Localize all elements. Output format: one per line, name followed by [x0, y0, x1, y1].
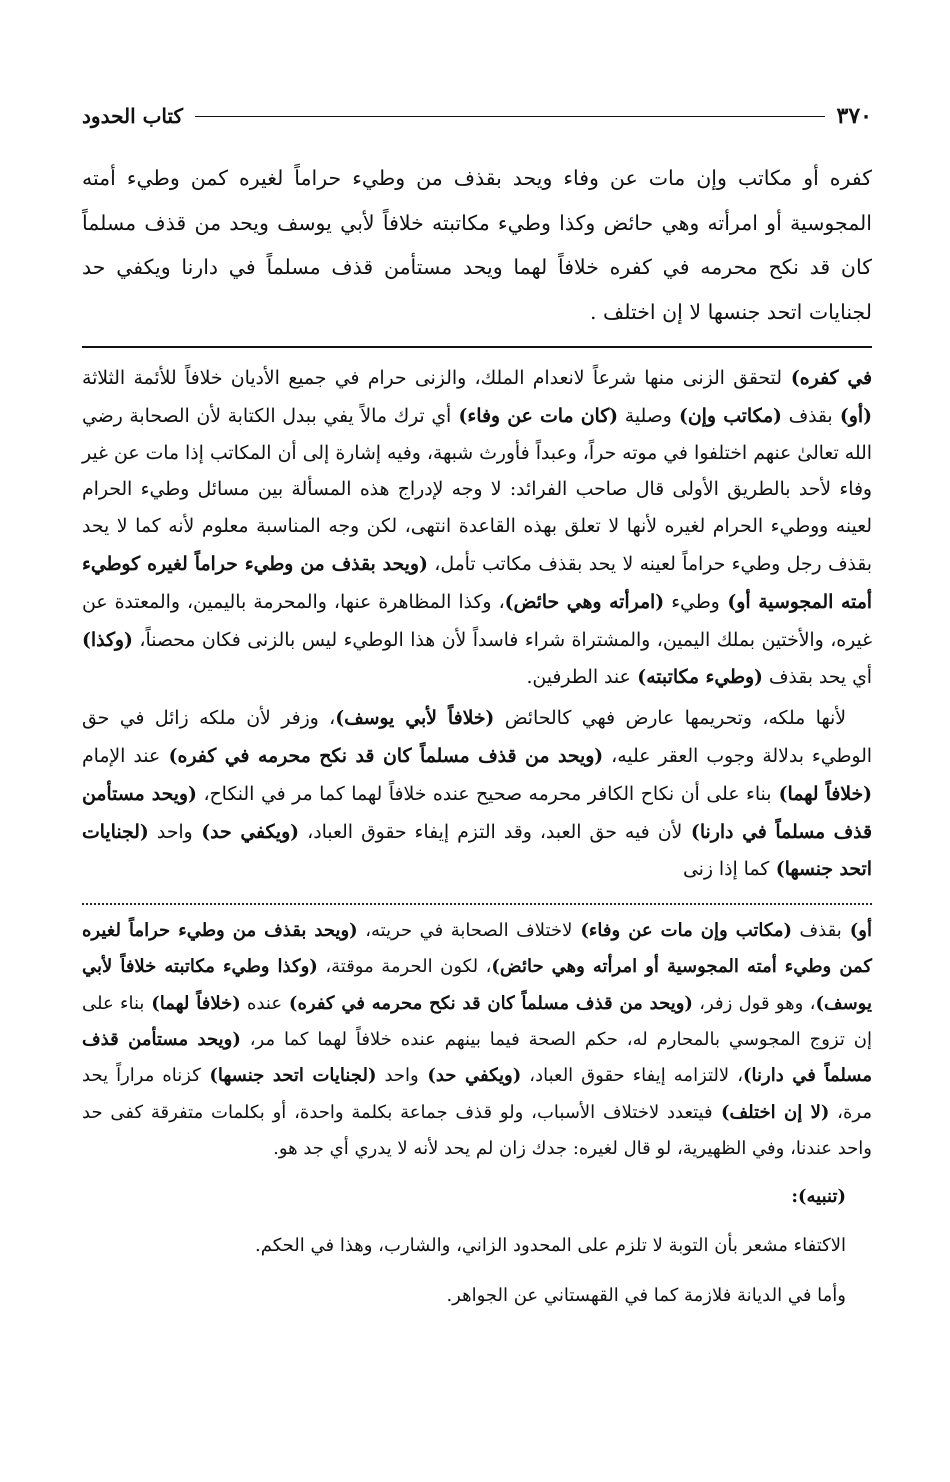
- bold-quote-run: (كان مات عن وفاء): [451, 404, 619, 427]
- bold-quote-run: (لا إن اختلف): [712, 1101, 830, 1123]
- text-run: لأنها ملكه، وتحريمها عارض فهي كالحائض: [494, 708, 846, 730]
- bold-quote-run: (ويحد مستأمن قذف مسلماً في دارنا): [82, 782, 872, 843]
- text-run: بقذف: [792, 920, 842, 942]
- main-text: [82, 156, 872, 334]
- book-page: [82, 96, 872, 1316]
- text-run: لأن فيه حق العبد، وقد التزم إيفاء حقوق العباد،: [299, 821, 683, 843]
- bold-quote-run: (خلافاً لهما): [144, 992, 241, 1014]
- commentary-paragraph-1: [82, 360, 872, 697]
- text-run: كما إذا زنى: [682, 859, 770, 881]
- bold-quote-run: (امرأته وهي حائض): [504, 590, 665, 613]
- text-run: وطيء: [664, 591, 720, 613]
- text-run: فيتعدد لاختلاف الأسباب، ولو قذف جماعة بكلمة واحدة، أو بكلمات متفرقة كفى حد واحد عندنا، وفي الظهيرية، لو قال لغيره: جدك زان لم يحد لأنه لا يدري أي جد هو.: [82, 1101, 872, 1159]
- commentary: [82, 360, 872, 889]
- text-run: أي يحد بقذف: [762, 667, 872, 689]
- text-run: بقذف: [781, 405, 833, 427]
- bold-quote-run: (أو): [832, 404, 872, 427]
- text-run: ، وزفر لأن ملكه زائل في حق الوطيء بدلالة وجوب العقر عليه،: [82, 708, 873, 767]
- text-run: ، وكذا المظاهرة عنها، والمحرمة باليمين، والمعتدة عن غيره، والأختين بملك اليمين، والمشتراة شراء فاسداً لأن هذا الوطيء ليس بالزنى فكان محصناً،: [82, 591, 872, 651]
- page-number: ٣٧٠: [836, 103, 872, 129]
- notice-line-1: الاكتفاء مشعر بأن التوبة لا تلزم على المحدود الزاني، والشارب، وهذا في الحكم.: [255, 1234, 846, 1256]
- page-header: [82, 96, 872, 136]
- main-text-separator: [82, 346, 872, 348]
- commentary-paragraph-2: [82, 700, 872, 889]
- text-run: أي ترك مالاً يفي ببدل الكتابة لأن الصحابة رضي الله تعالىٰ عنهم اختلفوا في موته حراً، وعبداً فأورث شبهة، وفيه إشارة إلى أن المكاتب إذا مات عن غير وفاء لأحد بالطريق الأولى قال صاحب الفرائد: لا وجه لإدراج هذه المسألة بين مسائل وطيء الحرام لعينه ووطيء الحرام لغيره لأنها لا تعلق بهذه القاعدة انتهى، لكن وجه المناسبة معلوم لأنه كما لا يحد بقذف رجل وطيء حراماً لعينه لا يحد بقذف مكاتب تأمل،: [82, 405, 873, 575]
- bold-quote-run: (خلافاً لهما): [771, 782, 873, 805]
- bold-quote-run: (وكذا): [82, 628, 133, 651]
- text-run: واحد: [376, 1065, 419, 1087]
- bold-quote-run: (لجنايات اتحد جنسها): [200, 1065, 377, 1087]
- bold-quote-run: (ويكفي حد): [192, 820, 300, 843]
- footnote-commentary: [82, 913, 872, 1315]
- bold-quote-run: (ويحد بقذف من وطيء حراماً لغيره كمن وطيء أمته المجوسية أو امرأته وهي حائض): [82, 920, 872, 978]
- text-run: عند الإمام: [82, 745, 161, 767]
- text-run: ، لالتزامه إيفاء حقوق العباد،: [521, 1065, 744, 1087]
- text-run: عنده: [240, 992, 283, 1014]
- bold-quote-run: (مكاتب وإن): [671, 404, 782, 427]
- text-run: ، لكون الحرمة موقتة،: [317, 956, 492, 978]
- text-run: واحد: [148, 821, 193, 843]
- text-run: لاختلاف الصحابة في حريته،: [357, 920, 573, 942]
- bold-quote-run: (وكذا وطيء مكاتبته خلافاً لأبي يوسف): [82, 956, 872, 1014]
- bold-quote-run: (ويحد من قذف مسلماً كان قد نكح محرمه في كفره): [282, 992, 693, 1014]
- bold-quote-run: (خلافاً لأبي يوسف): [335, 707, 495, 730]
- main-text-paragraph: كفره أو مكاتب وإن مات عن وفاء ويحد بقذف من وطيء حراماً لغيره كمن وطيء أمته المجوسية أو امرأته وهي حائض وكذا وطيء مكاتبته خلافاً لأبي يوسف ويحد من قذف مسلماً كان قد نكح محرمه في كفره خلافاً لهما ويحد مستأمن قذف مسلماً في دارنا ويكفي حد لجنايات اتحد جنسها لا إن اختلف .: [82, 166, 872, 324]
- bold-quote-run: (وطيء مكاتبته): [630, 666, 763, 689]
- book-title: كتاب الحدود: [82, 104, 184, 128]
- footnote-paragraph-1: [82, 913, 872, 1167]
- bold-quote-run: (مكاتب وإن مات عن وفاء): [572, 920, 793, 942]
- notice-heading: (تنبيه):: [791, 1186, 846, 1208]
- text-run: عند الطرفين.: [526, 667, 631, 689]
- bold-quote-run: (لجنايات اتحد جنسها): [82, 820, 872, 881]
- header-rule: [195, 116, 824, 117]
- bold-quote-run: (ويحد مستأمن قذف مسلماً في دارنا): [82, 1029, 873, 1087]
- text-run: بناء على إن تزوج المجوسي بالمحارم له، حكم الصحة فيما بينهم عنده خلافاً لهما كما مر،: [82, 992, 872, 1051]
- text-run: ، وهو قول زفر،: [692, 992, 816, 1014]
- footnote-separator: [82, 903, 872, 905]
- bold-quote-run: (ويكفي حد): [418, 1065, 522, 1087]
- bold-quote-run: أو): [841, 920, 872, 942]
- text-run: لتحقق الزنى منها شرعاً لانعدام الملك، والزنى حرام في جميع الأديان خلافاً للأئمة الثلاثة: [82, 368, 782, 389]
- notice-line-2: وأما في الديانة فلازمة كما في القهستاني عن الجواهر.: [446, 1284, 846, 1306]
- bold-quote-run: (ويحد بقذف من وطيء حراماً لغيره كوطيء أمته المجوسية أو): [82, 552, 873, 613]
- text-run: كزناه مراراً يحد مرة،: [82, 1065, 872, 1123]
- bold-quote-run: في كفره): [781, 367, 872, 389]
- text-run: بناء على أن نكاح الكافر محرمه صحيح عنده خلافاً لهما كما مر في النكاح،: [196, 783, 772, 805]
- text-run: وصلية: [618, 405, 672, 427]
- bold-quote-run: (ويحد من قذف مسلماً كان قد نكح محرمه في كفره): [160, 744, 604, 767]
